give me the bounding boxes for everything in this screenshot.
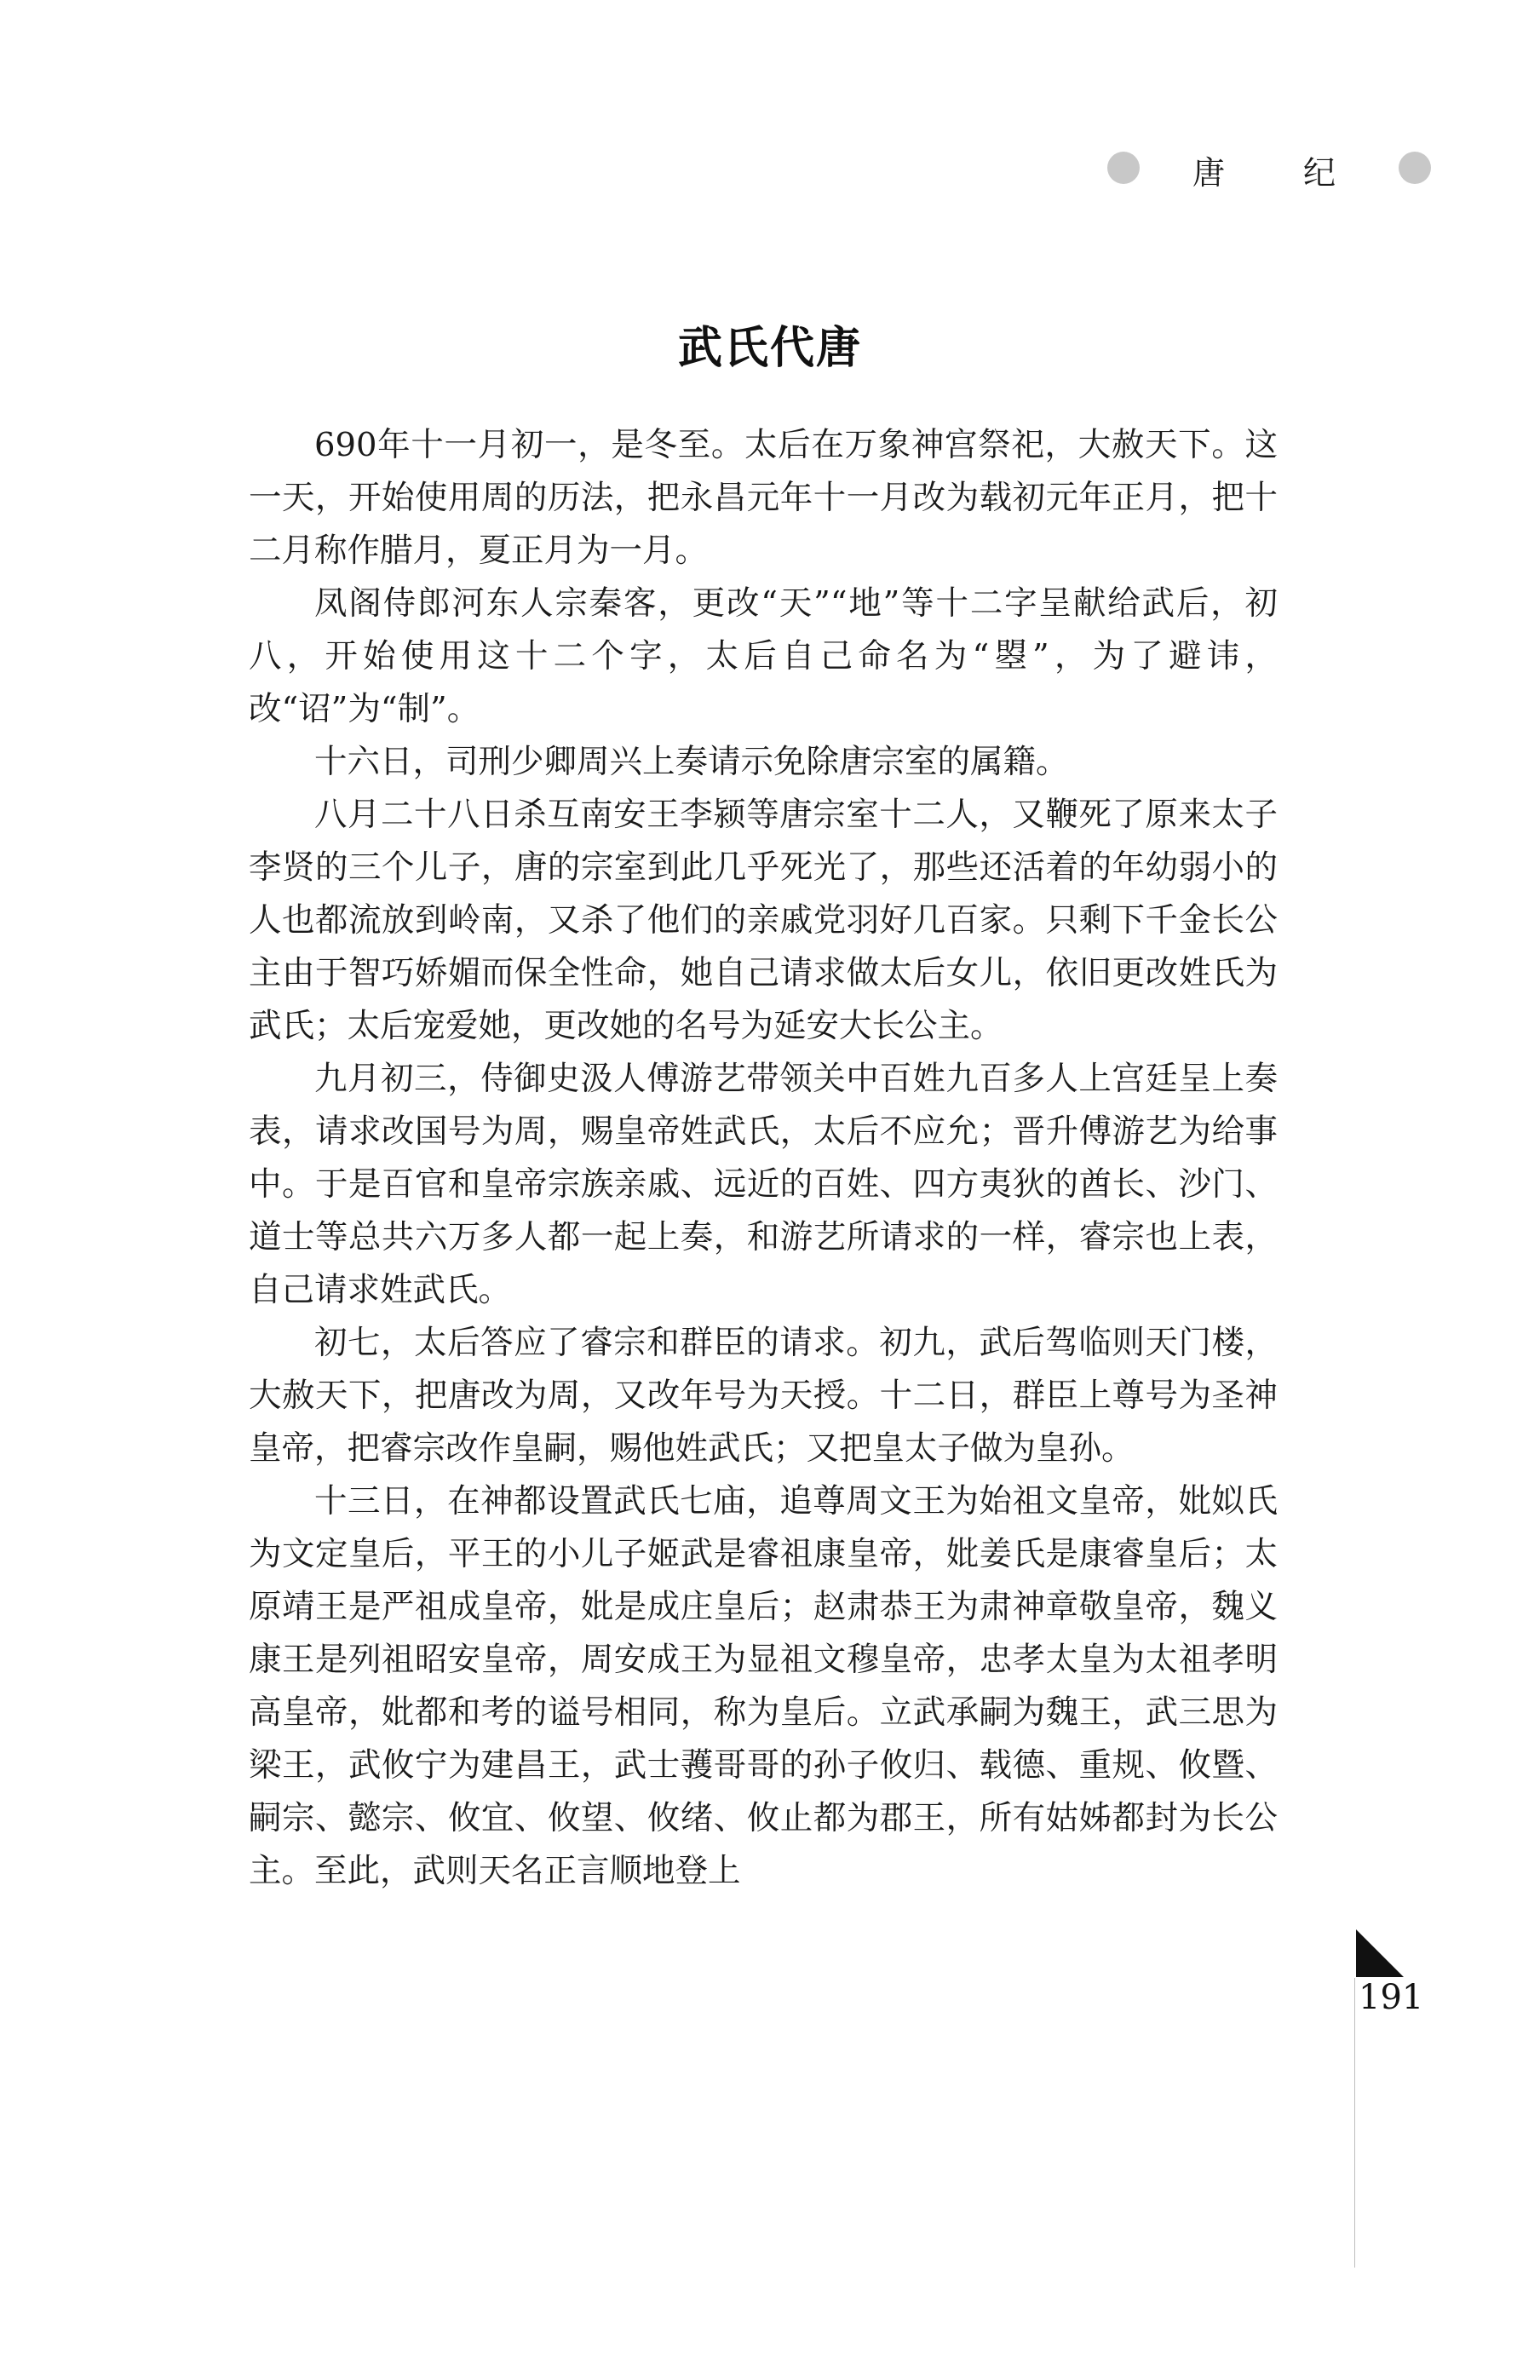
- paragraph: 八月二十八日杀互南安王李颍等唐宗室十二人，又鞭死了原来太子李贤的三个儿子，唐的宗室到此几乎死光了，那些还活着的年幼弱小的人也都流放到岭南，又杀了他们的亲戚党羽好几百家。只剩下千金长公主由于智巧娇媚而保全性命，她自己请求做太后女儿，依旧更改姓氏为武氏；太后宠爱她，更改她的名号为延安大长公主。: [249, 796, 1278, 1045]
- page-corner-triangle: [1356, 1929, 1404, 1977]
- chapter-title: 武氏代唐: [677, 323, 862, 374]
- header-char-tang: 唐: [1192, 154, 1226, 192]
- header-dot-left: [1107, 152, 1140, 184]
- paragraph: 凤阁侍郎河东人宗秦客，更改“天”“地”等十二字呈献给武后，初八，开始使用这十二个字，太后自己命名为“曌”，为了避讳，改“诏”为“制”。: [249, 584, 1278, 728]
- paragraph: 十六日，司刑少卿周兴上奏请示免除唐宗室的属籍。: [314, 743, 1069, 781]
- paragraph: 九月初三，侍御史汲人傅游艺带领关中百姓九百多人上宫廷呈上奏表，请求改国号为周，赐皇帝姓武氏，太后不应允；晋升傅游艺为给事中。于是百官和皇帝宗族亲戚、远近的百姓、四方夷狄的酋长、沙门、道士等总共六万多人都一起上奏，和游艺所请求的一样，睿宗也上表，自己请求姓武氏。: [249, 1060, 1278, 1309]
- body-text: [249, 419, 1278, 1898]
- header-dot-right: [1399, 152, 1431, 184]
- page-number: 191: [1359, 1978, 1424, 2017]
- running-header: [1107, 143, 1431, 203]
- header-char-ji: 纪: [1303, 154, 1336, 192]
- paragraph: 初七，太后答应了睿宗和群臣的请求。初九，武后驾临则天门楼，大赦天下，把唐改为周，又改年号为天授。十二日，群臣上尊号为圣神皇帝，把睿宗改作皇嗣，赐他姓武氏；又把皇太子做为皇孙。: [249, 1324, 1278, 1468]
- paragraph: 690年十一月初一，是冬至。太后在万象神宫祭祀，大赦天下。这一天，开始使用周的历法，把永昌元年十一月改为载初元年正月，把十二月称作腊月，夏正月为一月。: [249, 426, 1278, 570]
- paragraph: 十三日，在神都设置武氏七庙，追尊周文王为始祖文皇帝，妣姒氏为文定皇后，平王的小儿子姬武是睿祖康皇帝，妣姜氏是康睿皇后；太原靖王是严祖成皇帝，妣是成庄皇后；赵肃恭王为肃神章敬皇帝，魏义康王是列祖昭安皇帝，周安成王为显祖文穆皇帝，忠孝太皇为太祖孝明高皇帝，妣都和考的谥号相同，称为皇后。立武承嗣为魏王，武三思为梁王，武攸宁为建昌王，武士彟哥哥的孙子攸归、载德、重规、攸暨、嗣宗、懿宗、攸宜、攸望、攸绪、攸止都为郡王，所有姑姊都封为长公主。至此，武则天名正言顺地登上: [249, 1482, 1278, 1890]
- margin-rule: [1354, 1978, 1355, 2268]
